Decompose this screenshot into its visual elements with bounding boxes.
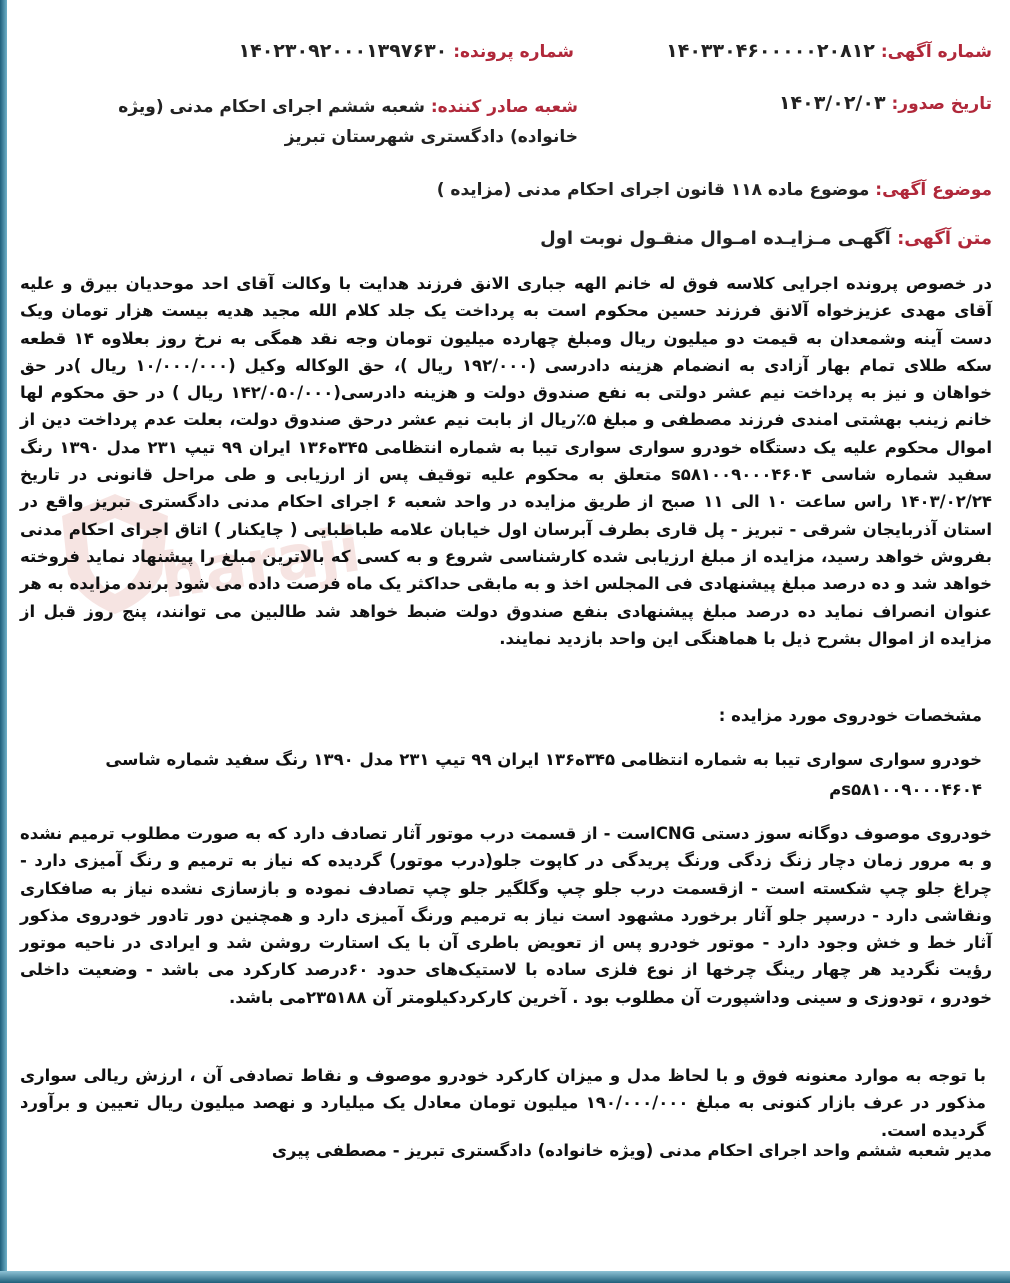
main-paragraph: در خصوص پرونده اجرایی کلاسه فوق له خانم الهه جباری الانق فرزند هدایت با وکالت آقای احد موحدیان بیرق و علیه آقای مهدی عزیزخواه آلانق فرزند حسین محکوم است به پرداخت یک جلد کلام الله مجید هدیه بیست هزار تومان ویک دست آینه وشمعدان به قیمت دو میلیون ریال ومبلغ چهارده میلیون تومان وجه نقد همگی به نرخ روز بعلاوه ۱۴ قطعه سکه طلای تمام بهار آزادی به انضمام هزینه دادرسی (۱۹۲/۰۰۰ ریال )، حق الوکاله وکیل (۱۰/۰۰۰/۰۰۰ ریال )در حق خواهان و نیز به پرداخت نیم عشر دولتی به نفع صندوق دولت و هزینه دادرسی(۱۴۲/۰۵۰/۰۰۰ ریال ) در حق محکوم لها خانم زینب بهشتی امندی فرزند مصطفی و مبلغ ۵٪ریال از بابت نیم عشر درحق صندوق دولت، بعلت عدم پرداخت دین از اموال محکوم علیه یک دستگاه خودرو سواری سواری تیبا به شماره انتظامی ۳۴۵ه۱۳۶ ایران ۹۹ تیپ ۲۳۱ مدل ۱۳۹۰ رنگ سفید شماره شاسی s۵۸۱۰۰۹۰۰۰۴۶۰۴ متعلق به محکوم علیه توقیف پس از ارزیابی و طی مراحل قانونی در تاریخ ۱۴۰۳/۰۲/۲۴ راس ساعت ۱۰ الی ۱۱ صبح از طریق مزایده در واحد شعبه ۶ اجرای احکام مدنی دادگستری تبریز واقع در استان آذربایجان شرقی - تبریز - پل قاری بطرف آبرسان اول خیابان علامه طباطبایی ( چایکنار ) اتاق اجرای احکام مدنی بفروش خواهد رسید، مزایده از مبلغ ارزیابی شده کارشناسی شروع و به کسی که بالاترین مبلغ را پیشنهاد نماید فروخته خواهد شد و ده درصد مبلغ پیشنهادی فی المجلس اخذ و به مابقی حداکثر یک ماه فرصت داده می شود برنده مزایده به هر عنوان انصراف نماید ده درصد مبلغ پیشنهادی بنفع صندوق دولت ضبط خواهد شد طالبین می توانند، پنج روز قبل از مزایده از اموال بشرح ذیل با هماهنگی این واحد بازدید نمایند. [20, 274, 993, 648]
ad-number-value: ۱۴۰۳۳۰۴۶۰۰۰۰۰۲۰۸۱۲ [666, 40, 875, 62]
case-number-label: شماره پرونده: [453, 42, 574, 62]
text-heading-label: متن آگهی: [897, 228, 992, 249]
vehicle-description: خودرو سواری سواری تیبا به شماره انتظامی ۳۴۵ه۱۳۶ ایران ۹۹ تیپ ۲۳۱ مدل ۱۳۹۰ رنگ سفید شماره شاسی s۵۸۱۰۰۹۰۰۰۴۶۰۴م [105, 750, 982, 799]
ad-number-row [666, 40, 992, 62]
issuer-row [78, 92, 578, 152]
issuer-value: شعبه ششم اجرای احکام مدنی (ویژه خانواده) دادگستری شهرستان تبریز [118, 97, 578, 147]
watermark-text: haraji [155, 512, 366, 613]
bottom-frame-border [0, 1271, 1010, 1283]
case-number-row [239, 40, 574, 62]
signature-line: مدیر شعبه ششم واحد اجرای احکام مدنی (ویژه خانواده) دادگستری تبریز - مصطفی پیری [271, 1141, 992, 1160]
case-number-value: ۱۴۰۲۳۰۹۲۰۰۰۱۳۹۷۶۳۰ [238, 40, 448, 62]
ad-number-label: شماره آگهی: [880, 42, 992, 62]
left-frame-border [0, 0, 7, 1283]
valuation-paragraph: با توجه به موارد معنونه فوق و با لحاظ مدل و میزان کارکرد خودرو موصوف و نقاط تصادفی آن ، ارزش ریالی سواری مذکور در عرف بازار کنونی به مبلغ ۱۹۰/۰۰۰/۰۰۰ میلیون تومان معادل یک میلیارد و نهصد میلیون ریال تعیین و برآورد گردیده است. [20, 1066, 986, 1140]
issue-date-row [779, 92, 992, 114]
subject-value: موضوع ماده ۱۱۸ قانون اجرای احکام مدنی (مزایده ) [436, 180, 870, 200]
issue-date-label: تاریخ صدور: [891, 94, 992, 114]
issue-date-value: ۱۴۰۳/۰۲/۰۳ [778, 92, 886, 114]
specs-heading: مشخصات خودروی مورد مزایده : [718, 706, 982, 725]
auction-notice [20, 0, 992, 1265]
subject-label: موضوع آگهی: [875, 180, 992, 200]
condition-paragraph: خودروی موصوف دوگانه سوز دستی CNGاست - از قسمت درب موتور آثار تصادف دارد که به صورت مطلوب ترمیم نشده و به مرور زمان دچار زنگ زدگی ورنگ پریدگی در کاپوت جلو(درب موتور) گردیده که نیاز به ترمیم و رنگ آمیزی دارد - چراغ جلو چپ شکسته است - ازقسمت درب جلو چپ وگلگیر جلو چپ تصادف نموده و بازسازی نشده نیاز به صافکاری ونقاشی دارد - درسپر جلو آثار برخورد مشهود است نیاز به ترمیم ورنگ آمیزی دارد و همچنین دور تادور خودروی مذکور آثار خط و خش وجود دارد - موتور خودرو پس از تعویض باطری آن با یک استارت روشن شد و ایرادی در ناحیه موتور رؤیت نگردید هر چهار رینگ چرخها از نوع فلزی ساده با لاستیک‌های حدود ۶۰درصد کارکرد می باشد - وضعیت داخلی خودرو ، تودوزی و سینی وداشپورت آن مطلوب بود . آخرین کارکردکیلومتر آن ۲۳۵۱۸۸می باشد. [20, 824, 992, 1007]
issuer-label: شعبه صادر کننده: [430, 97, 578, 117]
subject-row [20, 180, 992, 200]
text-heading-value: آگهـی مـزایـده امـوال منقـول نوبت اول [540, 228, 891, 249]
text-heading-row [20, 228, 992, 249]
